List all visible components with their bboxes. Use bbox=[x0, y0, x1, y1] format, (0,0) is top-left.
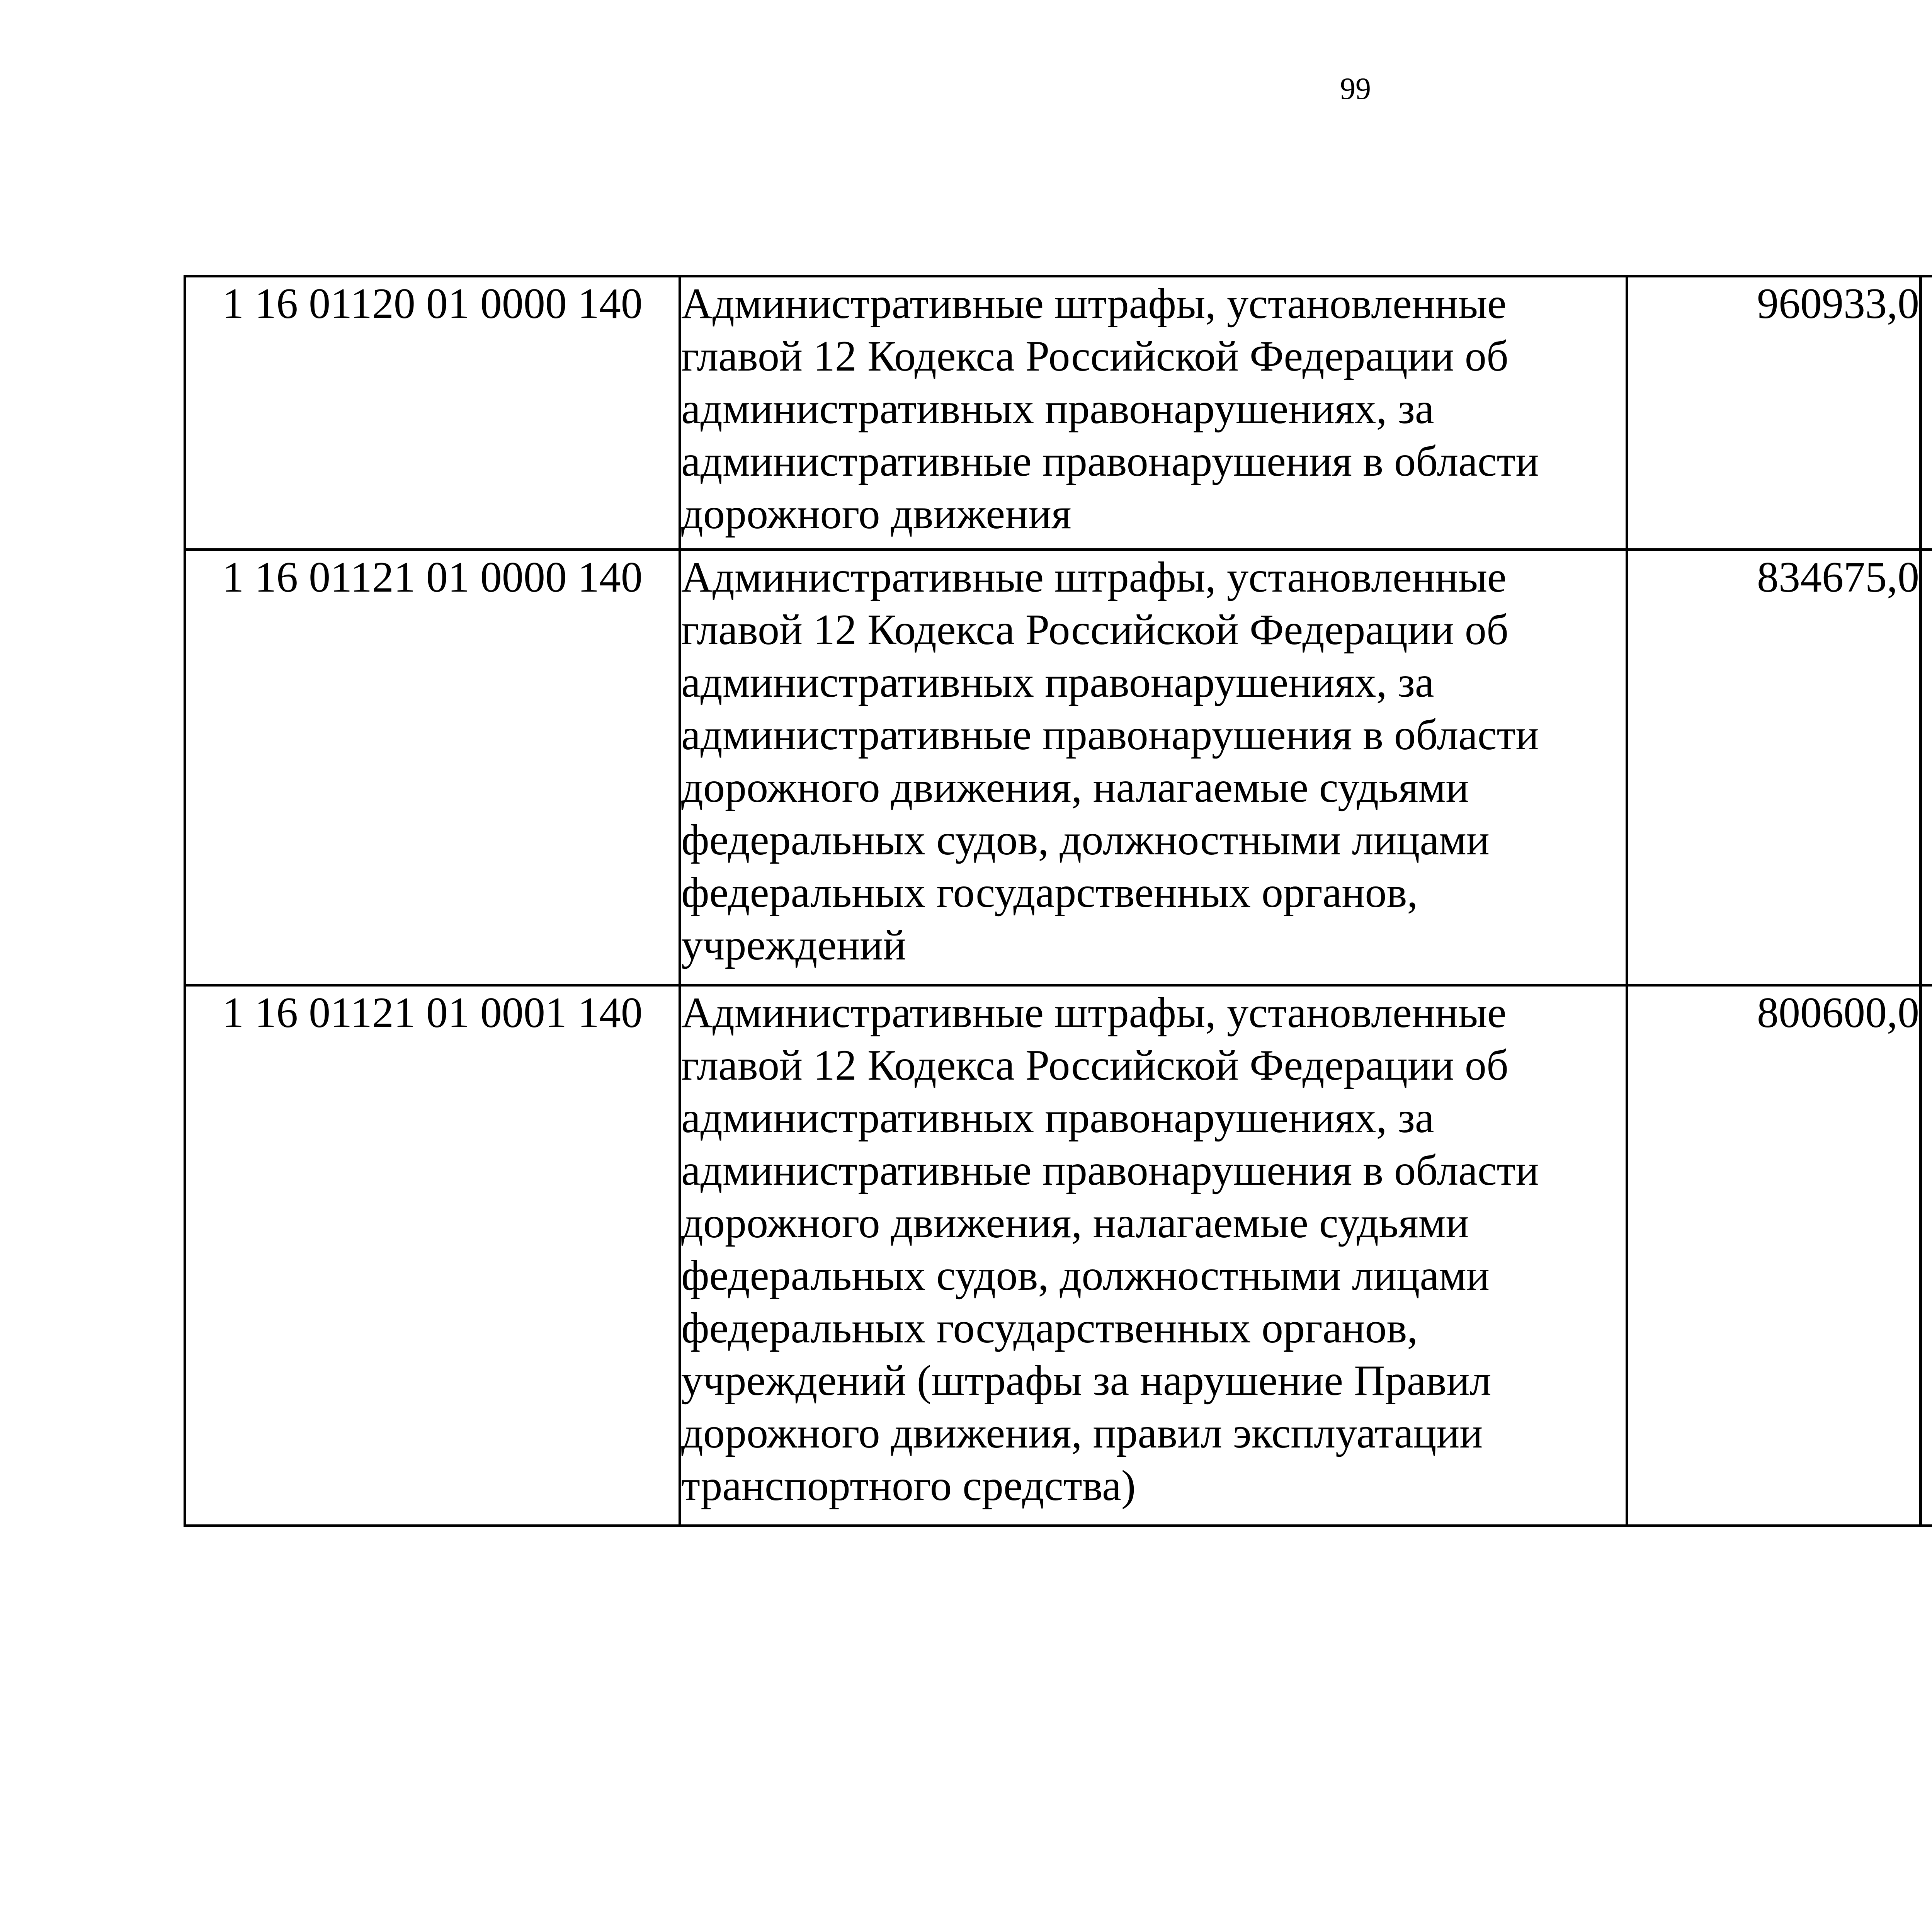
income-name-cell: Административные штрафы, установленные главой 12 Кодекса Российской Федерации об административных правонарушениях, за административные правонарушения в области дорожного движения, налагаемые судьями федеральных судов, должностными лицами федеральных государственных органов, учреждений bbox=[680, 550, 1627, 985]
amount-cell-year-1: 834675,0 bbox=[1627, 550, 1921, 985]
income-name-cell: Административные штрафы, установленные главой 12 Кодекса Российской Федерации об административных правонарушениях, за административные правонарушения в области дорожного движения, налагаемые судьями федеральных судов, должностными лицами федеральных государственных органов, учреждений (штрафы за нарушение Правил дорожного движения, правил эксплуатации транспортного средства) bbox=[680, 985, 1627, 1526]
table-row bbox=[185, 550, 1932, 985]
amount-cell-year-1: 800600,0 bbox=[1627, 985, 1921, 1526]
table-row bbox=[185, 985, 1932, 1526]
page-number: 99 bbox=[1340, 72, 1371, 106]
revenue-table bbox=[184, 275, 1932, 1527]
income-name-cell: Административные штрафы, установленные главой 12 Кодекса Российской Федерации об административных правонарушениях, за административные правонарушения в области дорожного движения bbox=[680, 276, 1627, 550]
amount-cell-year-2 bbox=[1921, 550, 1932, 985]
budget-code-cell: 1 16 01120 01 0000 140 bbox=[185, 276, 680, 550]
table-row bbox=[185, 276, 1932, 550]
budget-code-cell: 1 16 01121 01 0000 140 bbox=[185, 550, 680, 985]
amount-cell-year-2 bbox=[1921, 276, 1932, 550]
budget-code-cell: 1 16 01121 01 0001 140 bbox=[185, 985, 680, 1526]
amount-cell-year-1: 960933,0 bbox=[1627, 276, 1921, 550]
amount-cell-year-2 bbox=[1921, 985, 1932, 1526]
